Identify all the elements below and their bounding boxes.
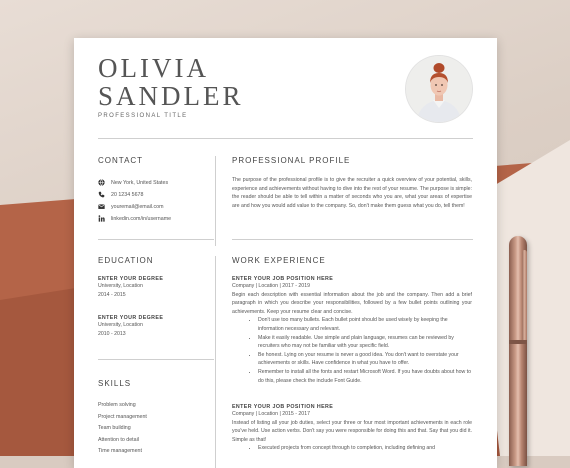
job-bullets bbox=[232, 444, 472, 453]
skills-list bbox=[98, 400, 147, 458]
degree-school: University, Location bbox=[98, 283, 143, 289]
contact-location-text: New York, United States bbox=[111, 179, 169, 186]
skill-item: Attention to detail bbox=[98, 436, 139, 443]
job-bullets bbox=[232, 316, 472, 385]
degree-years: 2010 - 2013 bbox=[98, 330, 126, 337]
left-divider-2 bbox=[98, 359, 214, 360]
pen-clip bbox=[522, 250, 527, 342]
mail-icon bbox=[98, 203, 105, 210]
profile-heading: PROFESSIONAL PROFILE bbox=[232, 156, 351, 165]
linkedin-icon bbox=[98, 215, 105, 222]
job-meta: Company | Location | 2017 - 2019 bbox=[232, 283, 310, 289]
job-intro: Instead of listing all your job duties, select your three or four most important achievements in each role you've held. Use action verbs. Don't say you were responsible for doing this and that. Say that you did it. Simple as that! bbox=[232, 419, 472, 443]
right-divider-1 bbox=[232, 239, 473, 240]
job-position: ENTER YOUR JOB POSITION HERE bbox=[232, 276, 334, 282]
header-divider bbox=[98, 138, 473, 139]
phone-icon bbox=[98, 191, 105, 198]
education-entry bbox=[98, 315, 163, 338]
job-bullet: • Be honest. Lying on your resume is never a good idea. You don't want to overstate your achievements or skills. Have confidence in what you have to offer. bbox=[258, 351, 472, 368]
professional-title: PROFESSIONAL TITLE bbox=[98, 113, 188, 119]
job-bullet: • Executed projects from concept through to completion, including defining and bbox=[258, 444, 472, 453]
contact-linkedin-text[interactable]: linkedin.com/in/username bbox=[111, 215, 172, 222]
last-name: SANDLER bbox=[98, 81, 244, 111]
column-divider-bottom bbox=[215, 256, 216, 468]
pen-band bbox=[509, 340, 527, 344]
job-meta: Company | Location | 2015 - 2017 bbox=[232, 411, 310, 417]
job-position: ENTER YOUR JOB POSITION HERE bbox=[232, 404, 334, 410]
first-name: OLIVIA bbox=[98, 53, 209, 83]
profile-text: The purpose of the professional profile is to give the recruiter a quick overview of your potential, skills, experience and achievements without having to dive into the rest of your resume. The purpose is simple: the reader should be able to tell within a matter of seconds who you are, what your areas of expertise are and how you would add value to the company. So, don't make them guess what you do, tell them! bbox=[232, 177, 472, 209]
candidate-name bbox=[98, 54, 244, 110]
work-entry bbox=[232, 404, 472, 453]
contact-phone-text: 20 1234 5678 bbox=[111, 191, 144, 198]
job-bullet: • Remember to install all the fonts and restart Microsoft Word. If you have doubts about how to do this, please check the include Font Guide. bbox=[258, 368, 472, 385]
contact-email bbox=[98, 203, 163, 210]
contact-location bbox=[98, 179, 168, 186]
profile-photo bbox=[406, 56, 472, 122]
degree-school: University, Location bbox=[98, 322, 143, 328]
job-bullet: • Make it easily readable. Use simple and plain language, resumes can be reviewed by recruiters who may not be familiar with your specific field. bbox=[258, 334, 472, 351]
education-heading: EDUCATION bbox=[98, 256, 154, 265]
work-heading: WORK EXPERIENCE bbox=[232, 256, 326, 265]
column-divider-top bbox=[215, 156, 216, 246]
contact-linkedin bbox=[98, 215, 171, 222]
portrait-illustration bbox=[406, 56, 472, 122]
degree-title: ENTER YOUR DEGREE bbox=[98, 276, 164, 282]
skill-item: Project management bbox=[98, 413, 147, 420]
education-entry bbox=[98, 276, 163, 299]
work-entry bbox=[232, 276, 472, 385]
resume-sheet bbox=[74, 38, 497, 468]
job-bullet: • Don't use too many bullets. Each bullet point should be used wisely by keeping the information necessary and relevant. bbox=[258, 316, 472, 333]
contact-heading: CONTACT bbox=[98, 156, 144, 165]
degree-years: 2014 - 2015 bbox=[98, 291, 126, 298]
skills-heading: SKILLS bbox=[98, 379, 132, 388]
left-divider-1 bbox=[98, 239, 214, 240]
skill-item: Problem solving bbox=[98, 402, 136, 408]
degree-title: ENTER YOUR DEGREE bbox=[98, 315, 164, 321]
contact-phone bbox=[98, 191, 143, 198]
job-intro: Begin each description with essential information about the job and the company. Then add a brief paragraph in which you describe your responsibilities, followed by a few bullet points outlining your achievements. Keep your resume clear and concise. bbox=[232, 291, 472, 315]
globe-icon bbox=[98, 179, 105, 186]
contact-email-text[interactable]: youremail@email.com bbox=[111, 203, 164, 210]
skill-item: Time management bbox=[98, 448, 142, 454]
skill-item: Team building bbox=[98, 425, 131, 431]
